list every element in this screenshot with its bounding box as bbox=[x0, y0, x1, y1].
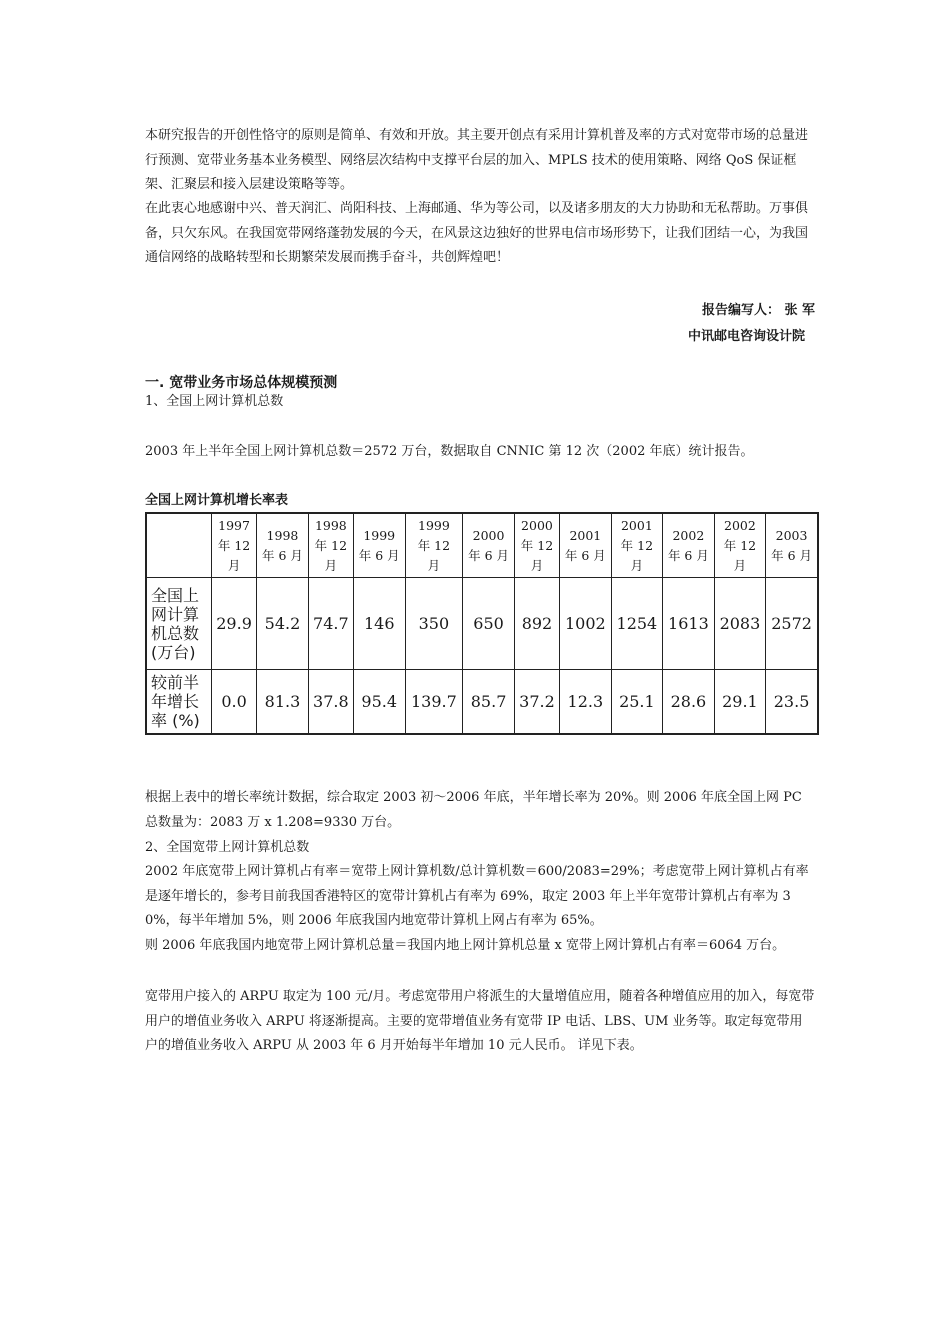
table-row-totals bbox=[146, 578, 818, 670]
table-header-row bbox=[146, 513, 818, 578]
computer-total-statement: 2003 年上半年全国上网计算机总数＝2572 万台，数据取自 CNNIC 第 12 次（2002 年底）统计报告。 bbox=[145, 444, 754, 459]
table-cell: 25.1 bbox=[611, 670, 662, 735]
column-header-line: 1999 bbox=[418, 517, 450, 533]
table-cell: 37.8 bbox=[308, 670, 353, 735]
column-header-line: 2002 bbox=[672, 527, 705, 543]
column-header-line: 年 12 bbox=[620, 537, 654, 553]
column-header-line: 1998 bbox=[266, 527, 299, 543]
table-cell: 650 bbox=[463, 578, 515, 670]
column-header-line: 年 12 bbox=[217, 537, 251, 553]
column-header-line: 2000 bbox=[472, 527, 505, 543]
table-cell: 892 bbox=[514, 578, 559, 670]
table-row-growth bbox=[146, 670, 818, 735]
column-header-line: 1997 bbox=[218, 517, 250, 533]
table-title: 全国上网计算机增长率表 bbox=[145, 493, 289, 508]
table-cell: 1002 bbox=[560, 578, 612, 670]
table-cell: 0.0 bbox=[212, 670, 257, 735]
table-corner-cell bbox=[146, 513, 212, 578]
column-header-line: 2002 bbox=[724, 517, 756, 533]
section-heading: 一. 宽带业务市场总体规模预测 bbox=[145, 375, 338, 391]
arpu-paragraph: 宽带用户接入的 ARPU 取定为 100 元/月。考虑宽带用户将派生的大量增值应用，随着各种增值应用的加入，每宽带用户的增值业务收入 ARPU 将逐渐提高。主要的宽带增值业务有宽带 IP 电话、LBS、UM 业务等。取定每宽带用户的增值业务收入 ARPU 从 2003 年 6 月开始每半年增加 10 元人民币。 详见下表。 bbox=[145, 989, 815, 1053]
column-header-line: 月 bbox=[427, 557, 441, 573]
row-label-line: 率 (%) bbox=[151, 711, 200, 730]
column-header-line: 月 bbox=[530, 557, 544, 573]
column-header-line: 年 12 bbox=[314, 537, 348, 553]
table-cell: 146 bbox=[353, 578, 405, 670]
column-header-line: 2001 bbox=[569, 527, 602, 543]
column-header-line: 年 6 月 bbox=[262, 547, 303, 563]
column-header-line: 年 12 bbox=[520, 537, 554, 553]
table-cell: 81.3 bbox=[257, 670, 309, 735]
column-header bbox=[257, 513, 309, 578]
column-header bbox=[766, 513, 818, 578]
table-cell: 28.6 bbox=[663, 670, 715, 735]
column-header-line: 1998 bbox=[314, 517, 347, 533]
row-label-growth bbox=[146, 670, 212, 735]
broadband-share-paragraph: 2002 年底宽带上网计算机占有率＝宽带上网计算机数/总计算机数＝600/2083=29%；考虑宽带上网计算机占有率是逐年增长的，参考目前我国香港特区的宽带计算机占有率为 69%，取定 2003 年上半年宽带计算机占有率为 30%，每半年增加 5%，则 2006 年底我国内地宽带计算机上网占有率为 65%。 bbox=[145, 864, 809, 928]
table-cell: 1254 bbox=[611, 578, 662, 670]
column-header-line: 1999 bbox=[363, 527, 396, 543]
table-cell: 29.9 bbox=[212, 578, 257, 670]
row-label-line: 网计算 bbox=[151, 604, 200, 624]
subsection-title-1: 1、全国上网计算机总数 bbox=[145, 394, 284, 409]
forecast-paragraph: 根据上表中的增长率统计数据，综合取定 2003 初～2006 年底，半年增长率为 20%。则 2006 年底全国上网 PC 总数量为：2083 万 x 1.208=9330 万台。 bbox=[145, 790, 802, 830]
row-label-line: 机总数 bbox=[151, 623, 200, 643]
column-header-line: 2003 bbox=[775, 527, 808, 543]
table-cell: 139.7 bbox=[405, 670, 463, 735]
column-header-line: 2000 bbox=[521, 517, 553, 533]
intro-paragraph-2: 在此衷心地感谢中兴、普天润汇、尚阳科技、上海邮通、华为等公司，以及诸多朋友的大力协助和无私帮助。万事俱备，只欠东风。在我国宽带网络蓬勃发展的今天，在风景这边独好的世界电信市场形势下，让我们团结一心，为我国通信网络的战略转型和长期繁荣发展而携手奋斗，共创辉煌吧！ bbox=[145, 201, 809, 265]
column-header-line: 年 6 月 bbox=[468, 547, 510, 563]
table-cell: 12.3 bbox=[560, 670, 612, 735]
row-label-line: 年增长 bbox=[151, 692, 200, 711]
column-header bbox=[212, 513, 257, 578]
table-cell: 37.2 bbox=[514, 670, 559, 735]
column-header-line: 月 bbox=[227, 557, 241, 573]
author-line: 报告编写人： 张 军 bbox=[701, 303, 815, 318]
intro-paragraph-1: 本研究报告的开创性恪守的原则是简单、有效和开放。其主要开创点有采用计算机普及率的方式对宽带市场的总量进行预测、宽带业务基本业务模型、网络层次结构中支撑平台层的加入、MPLS 技术的使用策略、网络 QoS 保证框架、汇聚层和接入层建设策略等等。 bbox=[145, 128, 809, 192]
growth-rate-table bbox=[145, 512, 819, 735]
column-header bbox=[714, 513, 765, 578]
row-label-totals bbox=[146, 578, 212, 670]
table-cell: 2572 bbox=[766, 578, 818, 670]
column-header bbox=[514, 513, 559, 578]
column-header-line: 年 12 bbox=[723, 537, 757, 553]
column-header-line: 年 6 月 bbox=[771, 547, 813, 563]
row-label-line: 全国上 bbox=[151, 585, 200, 605]
column-header bbox=[611, 513, 662, 578]
column-header-line: 月 bbox=[733, 557, 747, 573]
organization-line: 中讯邮电咨询设计院 bbox=[687, 329, 805, 344]
table-cell: 54.2 bbox=[257, 578, 309, 670]
broadband-total-paragraph: 则 2006 年底我国内地宽带上网计算机总量＝我国内地上网计算机总量 x 宽带上网计算机占有率＝6064 万台。 bbox=[145, 938, 786, 953]
column-header-line: 年 6 月 bbox=[564, 547, 606, 563]
table-cell: 2083 bbox=[714, 578, 765, 670]
table-cell: 74.7 bbox=[308, 578, 353, 670]
table-cell: 95.4 bbox=[353, 670, 405, 735]
column-header-line: 月 bbox=[630, 557, 644, 573]
column-header-line: 年 6 月 bbox=[667, 547, 709, 563]
column-header bbox=[308, 513, 353, 578]
column-header bbox=[560, 513, 612, 578]
row-label-line: (万台) bbox=[151, 642, 196, 662]
column-header-line: 2001 bbox=[620, 517, 653, 533]
column-header-line: 月 bbox=[324, 557, 338, 573]
table-cell: 350 bbox=[405, 578, 463, 670]
column-header bbox=[463, 513, 515, 578]
table-cell: 1613 bbox=[663, 578, 715, 670]
table-cell: 85.7 bbox=[463, 670, 515, 735]
column-header bbox=[353, 513, 405, 578]
column-header-line: 年 6 月 bbox=[358, 547, 400, 563]
subsection-title-2: 2、全国宽带上网计算机总数 bbox=[145, 840, 310, 855]
column-header bbox=[405, 513, 463, 578]
table-cell: 23.5 bbox=[766, 670, 818, 735]
row-label-line: 较前半 bbox=[151, 673, 200, 692]
column-header bbox=[663, 513, 715, 578]
table-cell: 29.1 bbox=[714, 670, 765, 735]
column-header-line: 年 12 bbox=[417, 537, 451, 553]
